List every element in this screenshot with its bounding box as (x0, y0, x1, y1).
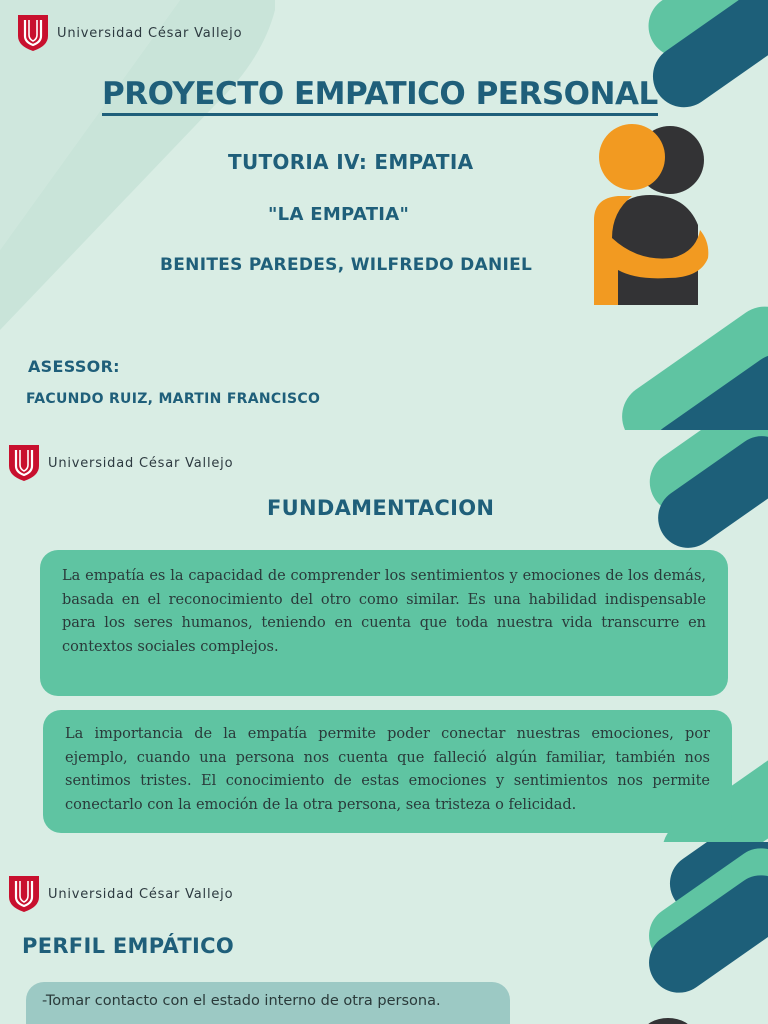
author-name: BENITES PAREDES, WILFREDO DANIEL (160, 255, 533, 275)
university-name: Universidad César Vallejo (48, 455, 234, 471)
profile-list-box (26, 982, 510, 1024)
university-name: Universidad César Vallejo (57, 25, 243, 41)
cover-page (0, 0, 768, 430)
ucv-shield-logo-icon (17, 14, 49, 52)
hug-icon (588, 120, 718, 305)
university-logo (8, 875, 233, 913)
topic-title: "LA EMPATIA" (268, 204, 410, 225)
fundamentacion-page (0, 430, 768, 842)
paragraph-text: La empatía es la capacidad de comprender los sentimientos y emociones de los demás, basada en el reconocimiento del otro como similar. Es una habilidad indispensable para los seres humanos, teniendo en cuenta que toda nuestra vida transcurre en contextos sociales complejos. (62, 568, 706, 655)
section-heading: PERFIL EMPÁTICO (22, 934, 234, 958)
university-name: Universidad César Vallejo (48, 886, 234, 902)
paragraph-text: La importancia de la empatía permite poder conectar nuestras emociones, por ejemplo, cuando una persona nos cuenta que falleció algún familiar, también nos sentimos tristes. El conocimiento de estas emociones y sentimientos nos permite conectarlo con la emoción de la otra persona, sea tristeza o felicidad. (65, 726, 710, 813)
university-logo (8, 444, 233, 482)
advisor-label: ASESSOR: (28, 357, 120, 376)
ucv-shield-logo-icon (8, 444, 40, 482)
section-heading: FUNDAMENTACION (267, 496, 495, 520)
page-title: PROYECTO EMPATICO PERSONAL (102, 76, 658, 116)
paragraph-box (40, 550, 728, 696)
list-item: -Tomar contacto con el estado interno de otra persona. (42, 993, 441, 1009)
perfil-page (0, 842, 768, 1024)
university-logo (17, 14, 242, 52)
ucv-shield-logo-icon (8, 875, 40, 913)
advisor-name: FACUNDO RUIZ, MARTIN FRANCISCO (26, 391, 321, 407)
course-subtitle: TUTORIA IV: EMPATIA (228, 150, 474, 174)
paragraph-box (43, 710, 732, 833)
